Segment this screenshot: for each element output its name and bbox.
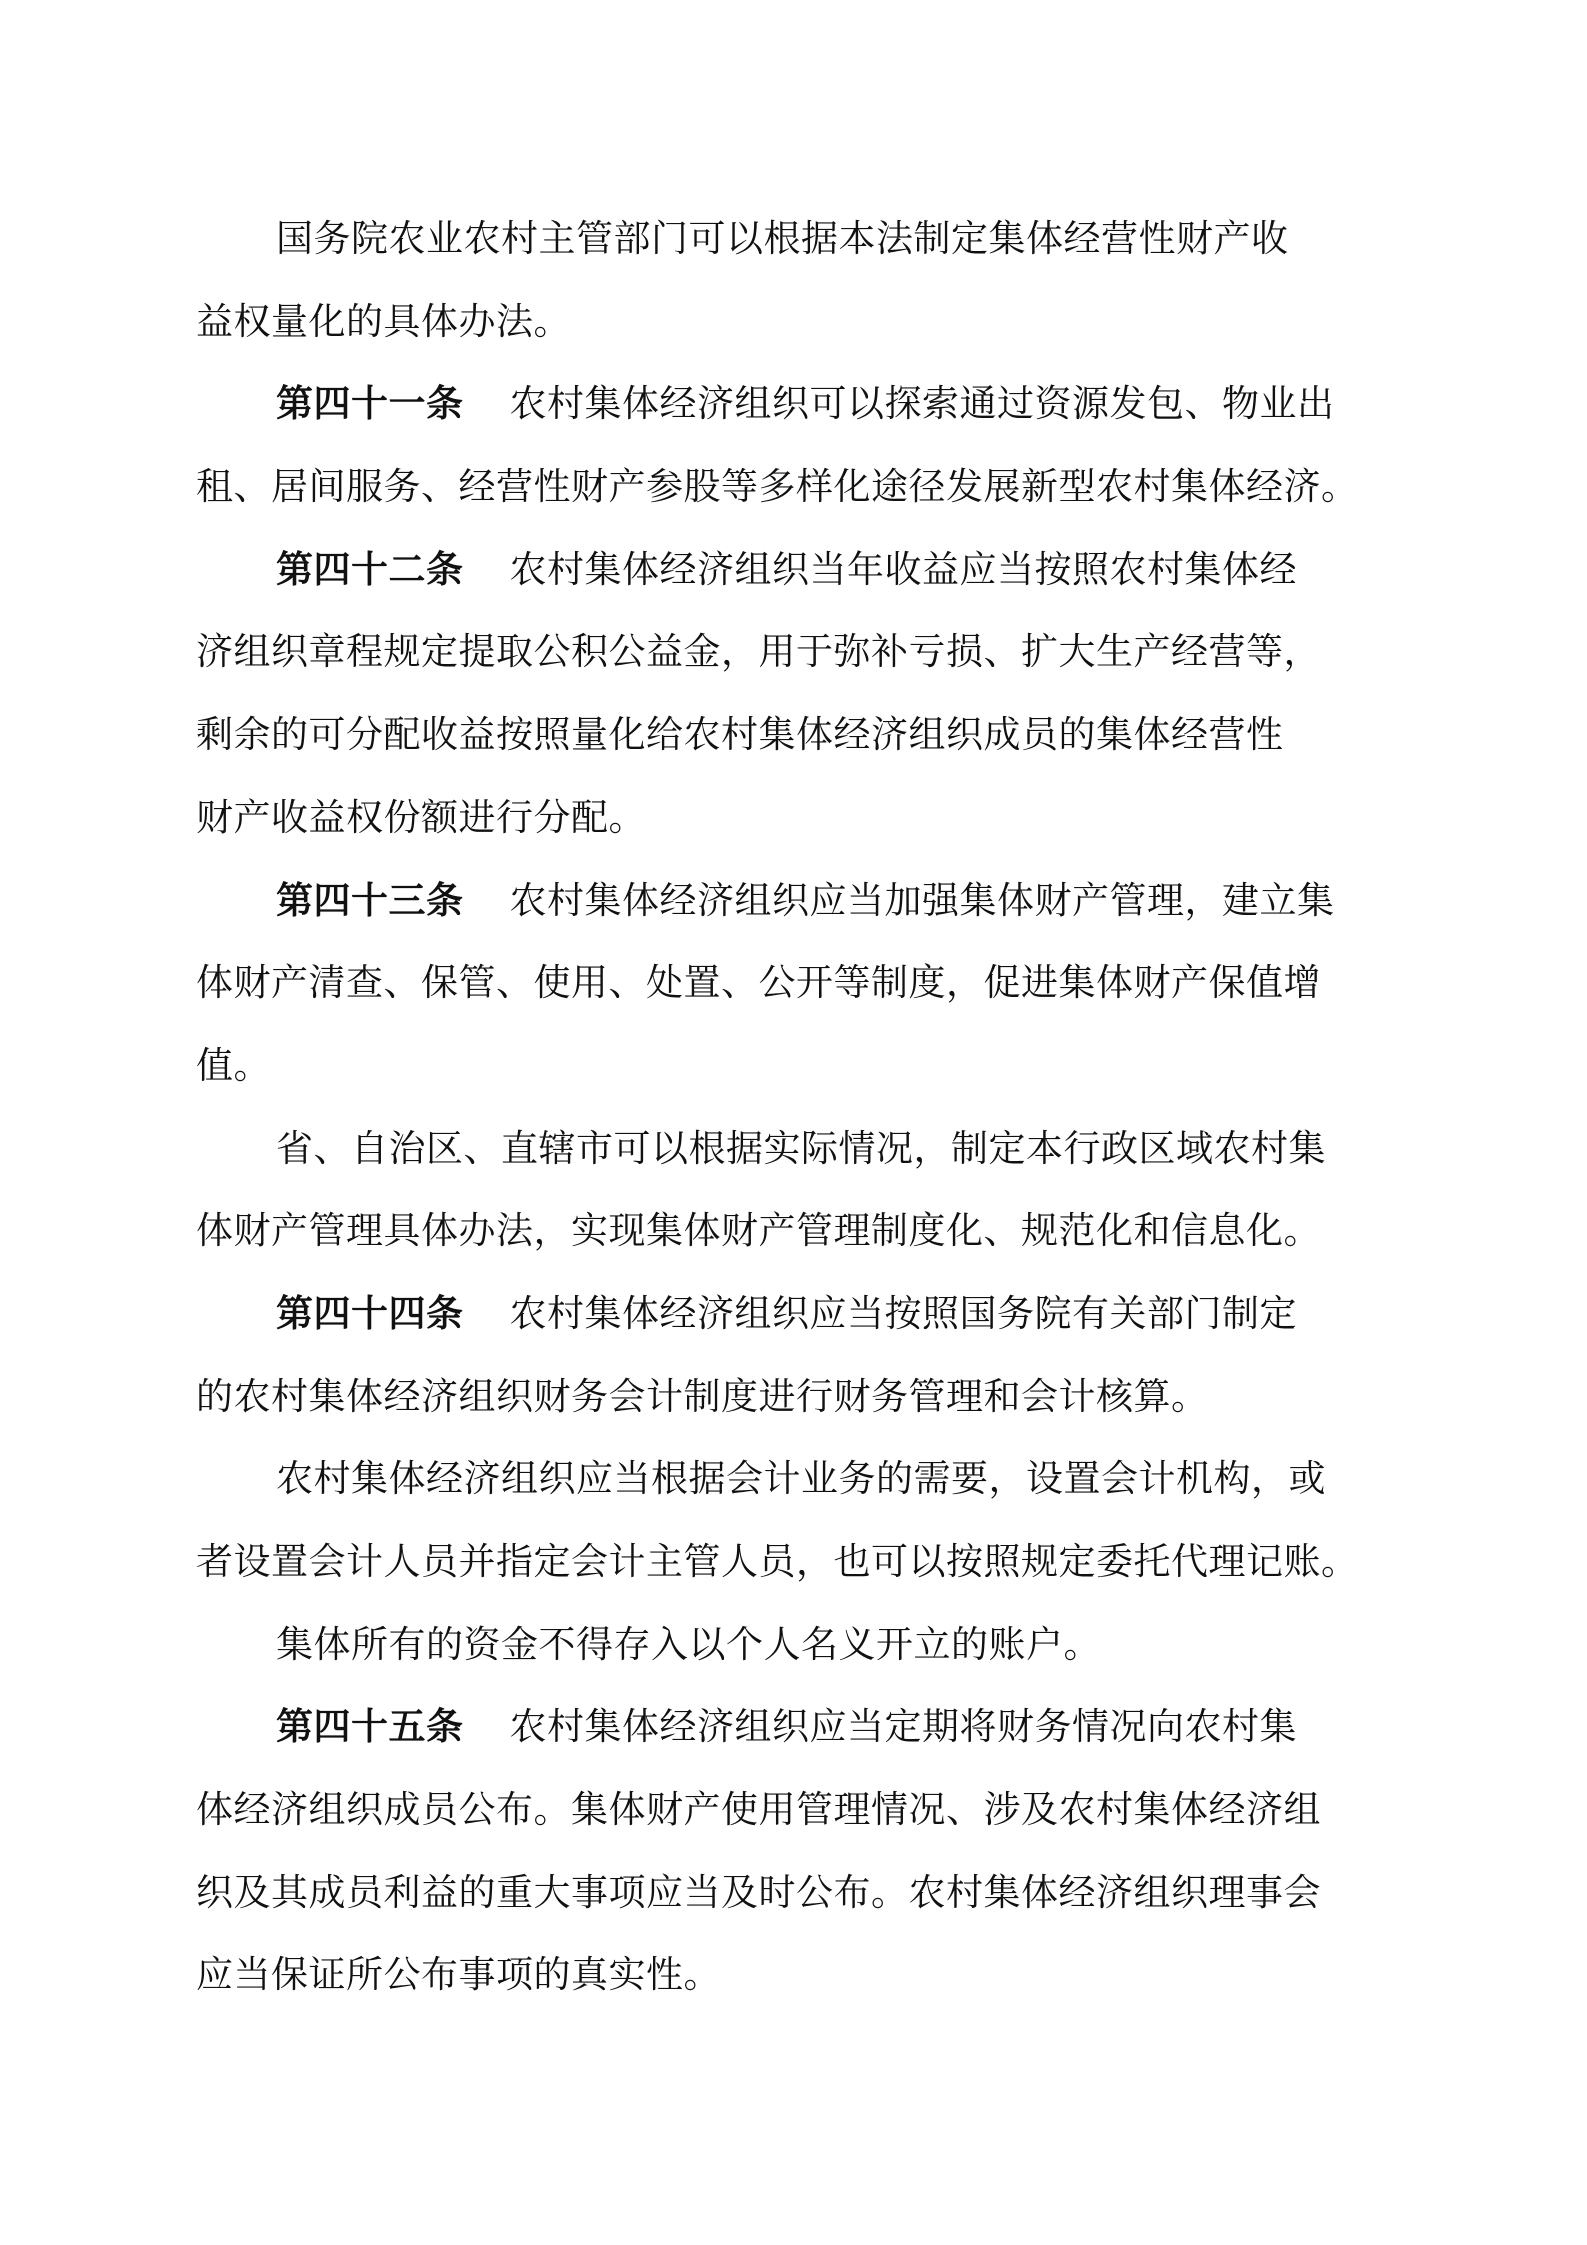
- text-line: [196, 942, 1416, 1025]
- line-text: 体财产管理具体办法，实现集体财产管理制度化、规范化和信息化。: [196, 1209, 1321, 1253]
- text-line: [196, 1934, 1416, 2017]
- article-number: 第四十五条: [276, 1705, 464, 1749]
- line-text: 值。: [196, 1043, 271, 1087]
- line-text: 财产收益权份额进行分配。: [196, 795, 646, 839]
- line-text: 织及其成员利益的重大事项应当及时公布。农村集体经济组织理事会: [196, 1870, 1321, 1914]
- text-line: [196, 1356, 1416, 1439]
- line-text: 体财产清查、保管、使用、处置、公开等制度，促进集体财产保值增: [196, 961, 1321, 1005]
- line-text: 剩余的可分配收益按照量化给农村集体经济组织成员的集体经营性: [196, 713, 1284, 757]
- line-text: 农村集体经济组织当年收益应当按照农村集体经: [509, 547, 1297, 591]
- text-line: [196, 198, 1416, 281]
- article-number: 第四十四条: [276, 1291, 464, 1335]
- line-text: 应当保证所公布事项的真实性。: [196, 1953, 721, 1997]
- text-line: [196, 1025, 1416, 1108]
- line-text: 益权量化的具体办法。: [196, 299, 571, 343]
- text-line: [196, 1108, 1416, 1191]
- article-number: 第四十一条: [276, 382, 464, 426]
- line-text: 集体所有的资金不得存入以个人名义开立的账户。: [276, 1622, 1101, 1666]
- article-number: 第四十三条: [276, 878, 464, 922]
- text-line: [196, 446, 1416, 529]
- line-text: 省、自治区、直辖市可以根据实际情况，制定本行政区域农村集: [276, 1126, 1326, 1170]
- line-text: 济组织章程规定提取公积公益金，用于弥补亏损、扩大生产经营等，: [196, 630, 1321, 674]
- text-line: [196, 1852, 1416, 1935]
- text-line: [196, 1438, 1416, 1521]
- line-text: 农村集体经济组织应当按照国务院有关部门制定: [509, 1291, 1297, 1335]
- text-line: [196, 694, 1416, 777]
- article-first-line: [196, 860, 1416, 943]
- article-first-line: [196, 363, 1416, 446]
- text-line: [196, 1604, 1416, 1687]
- line-text: 农村集体经济组织可以探索通过资源发包、物业出: [509, 382, 1335, 426]
- line-text: 的农村集体经济组织财务会计制度进行财务管理和会计核算。: [196, 1374, 1209, 1418]
- article-number: 第四十二条: [276, 547, 464, 591]
- text-line: [196, 777, 1416, 860]
- text-line: [196, 1769, 1416, 1852]
- line-text: 国务院农业农村主管部门可以根据本法制定集体经营性财产收: [276, 217, 1289, 260]
- line-text: 者设置会计人员并指定会计主管人员，也可以按照规定委托代理记账。: [196, 1540, 1359, 1583]
- line-text: 农村集体经济组织应当加强集体财产管理，建立集: [509, 878, 1335, 922]
- article-first-line: [196, 1686, 1416, 1769]
- text-line: [196, 281, 1416, 364]
- document-body: [196, 198, 1416, 2017]
- text-line: [196, 611, 1416, 694]
- line-text: 农村集体经济组织应当定期将财务情况向农村集: [509, 1705, 1297, 1749]
- line-text: 农村集体经济组织应当根据会计业务的需要，设置会计机构，或: [276, 1457, 1326, 1501]
- text-line: [196, 1521, 1416, 1604]
- line-text: 租、居间服务、经营性财产参股等多样化途径发展新型农村集体经济。: [196, 465, 1359, 509]
- line-text: 体经济组织成员公布。集体财产使用管理情况、涉及农村集体经济组: [196, 1788, 1321, 1832]
- text-line: [196, 1190, 1416, 1273]
- article-first-line: [196, 529, 1416, 612]
- article-first-line: [196, 1273, 1416, 1356]
